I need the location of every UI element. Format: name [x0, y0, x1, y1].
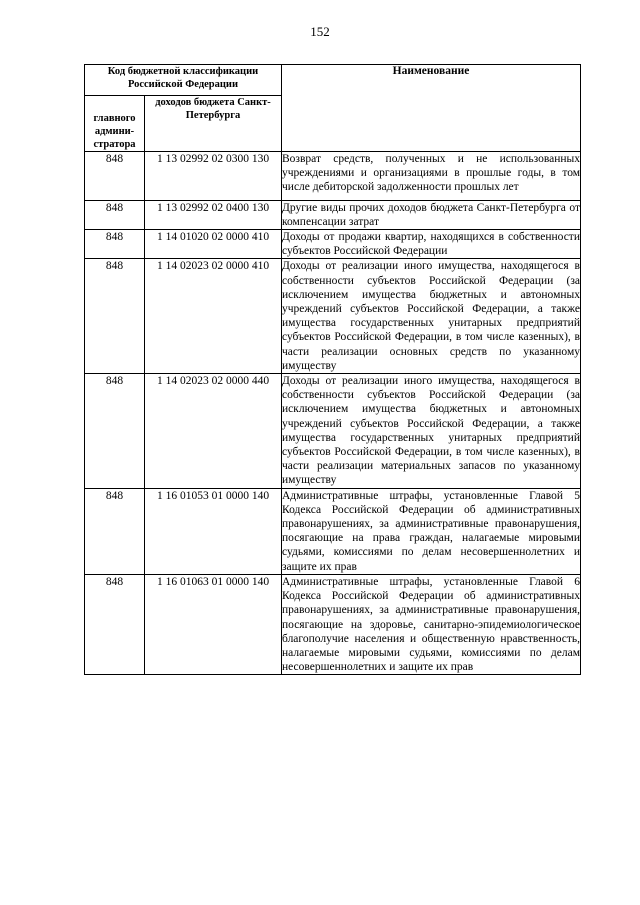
- admin-code-cell: 848: [85, 259, 145, 374]
- table-header-row: [85, 65, 581, 96]
- admin-code-cell: 848: [85, 152, 145, 201]
- table-row: [85, 259, 581, 374]
- income-code-cell: 1 14 02023 02 0000 410: [145, 259, 282, 374]
- name-cell: Административные штрафы, установленные Главой 6 Кодекса Российской Федерации об административных правонарушениях, за административные правонарушения, посягающие на здоровье, санитарно-эпидемиологическое благополучие населения и общественную нравственность, налагаемые мировыми судьями, комиссиями по делам несовершеннолетних и защите их прав: [282, 575, 580, 674]
- admin-code-cell: 848: [85, 374, 145, 489]
- name-cell: Доходы от продажи квартир, находящихся в собственности субъектов Российской Федерации: [282, 231, 580, 258]
- name-cell: Другие виды прочих доходов бюджета Санкт-Петербурга от компенсации затрат: [282, 201, 580, 228]
- income-code-cell: 1 14 01020 02 0000 410: [145, 230, 282, 259]
- name-cell: Возврат средств, полученных и не использованных учреждениями и организациями в прошлые годы, в том числе дебиторской задолженности прошлых лет: [282, 152, 581, 201]
- table-row: [85, 488, 581, 574]
- header-classification-code: Код бюджетной классификации Российской Федерации: [85, 65, 282, 96]
- page-number: 152: [310, 24, 330, 39]
- header-chief-administrator: главного админи-стратора: [85, 96, 145, 152]
- income-code-cell: 1 16 01063 01 0000 140: [145, 574, 282, 674]
- name-cell: Доходы от реализации иного имущества, находящегося в собственности субъектов Российской Федерации (за исключением имущества бюджетных и автономных учреждений субъектов Российской Федерации, а также имущества государственных унитарных предприятий субъектов Российской Федерации, в том числе казенных), в части реализации материальных запасов по указанному имуществу: [282, 375, 580, 487]
- table-row: [85, 574, 581, 674]
- table-row: [85, 374, 581, 489]
- income-code-cell: 1 13 02992 02 0300 130: [145, 152, 282, 201]
- table-row: [85, 152, 581, 201]
- table-row: [85, 230, 581, 259]
- income-code-cell: 1 14 02023 02 0000 440: [145, 374, 282, 489]
- income-code-cell: 1 16 01053 01 0000 140: [145, 488, 282, 574]
- admin-code-cell: 848: [85, 574, 145, 674]
- header-budget-income: доходов бюджета Санкт-Петербурга: [145, 96, 282, 152]
- header-name: Наименование: [282, 65, 581, 152]
- admin-code-cell: 848: [85, 488, 145, 574]
- admin-code-cell: 848: [85, 200, 145, 229]
- admin-code-cell: 848: [85, 230, 145, 259]
- name-cell: Доходы от реализации иного имущества, находящегося в собственности субъектов Российской Федерации (за исключением имущества бюджетных и автономных учреждений субъектов Российской Федерации, а также имущества государственных унитарных предприятий субъектов Российской Федерации, в том числе казенных), в части реализации основных средств по указанному имуществу: [282, 260, 580, 372]
- budget-classification-table: [84, 64, 581, 675]
- table-row: [85, 200, 581, 229]
- name-cell: Административные штрафы, установленные Главой 5 Кодекса Российской Федерации об административных правонарушениях, за административные правонарушения, посягающие на права граждан, налагаемые мировыми судьями, комиссиями по делам несовершеннолетних и защите их прав: [282, 489, 580, 573]
- income-code-cell: 1 13 02992 02 0400 130: [145, 200, 282, 229]
